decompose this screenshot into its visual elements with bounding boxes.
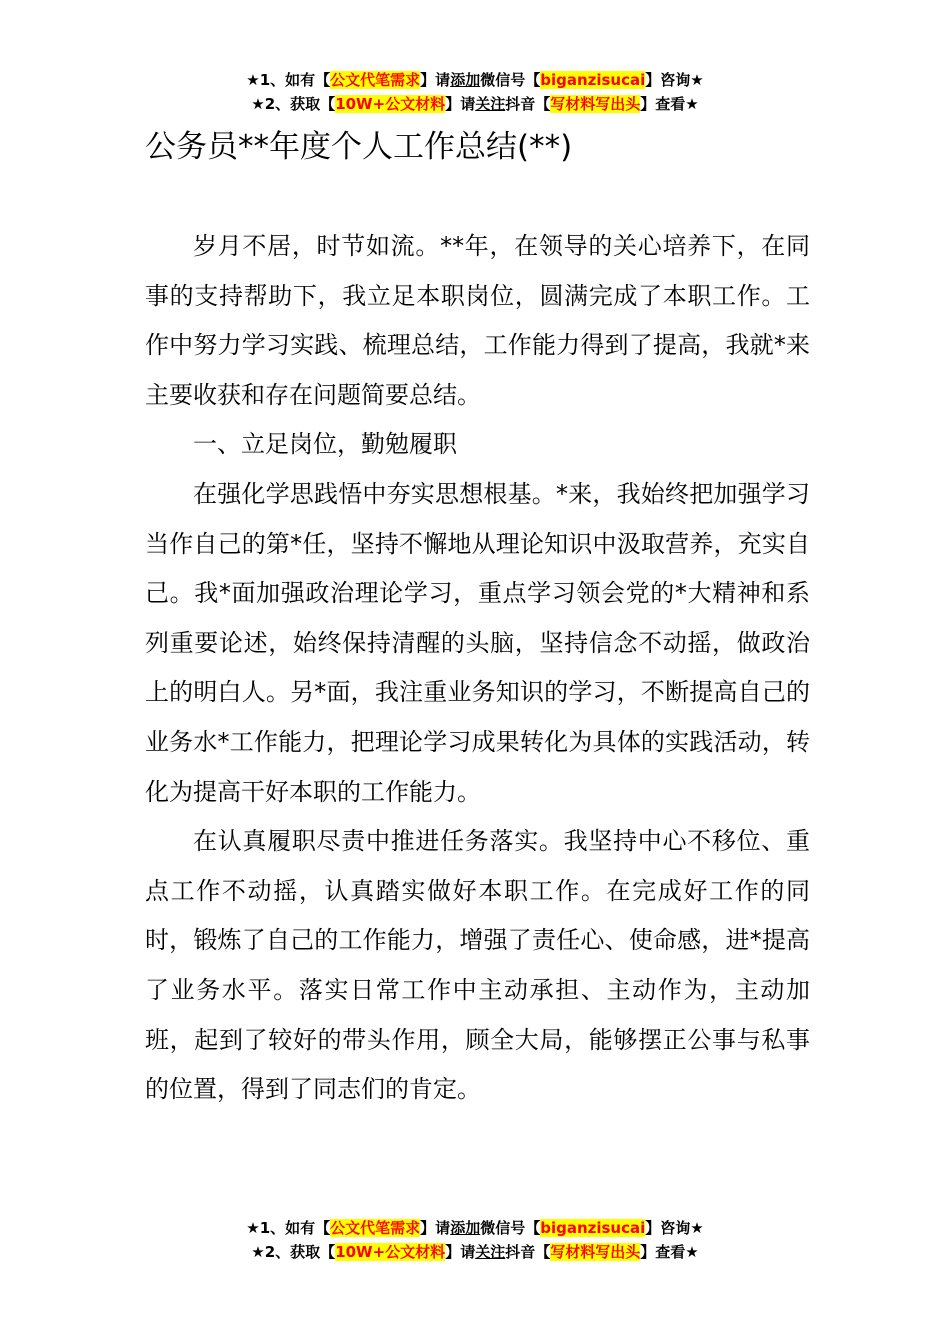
banner-wechat-id: biganzisucai xyxy=(540,71,646,89)
header-banner-line-1 xyxy=(0,68,950,92)
banner-underlined-text: 关注 xyxy=(475,1243,506,1261)
banner-highlight: 公文代笔需求 xyxy=(330,71,421,89)
banner-highlight: 公文代笔需求 xyxy=(330,1219,421,1237)
header-banner-line-2 xyxy=(0,92,950,116)
banner-text: ★1、如有【 xyxy=(246,1219,331,1237)
paragraph-duty: 在认真履职尽责中推进任务落实。我坚持中心不移位、重点工作不动摇，认真踏实做好本职工作。在完成好工作的同时，锻炼了自己的工作能力，增强了责任心、使命感，进*提高了业务水平。落实日常工作中主动承担、主动作为，主动加班，起到了较好的带头作用，顾全大局，能够摆正公事与私事的位置，得到了同志们的肯定。 xyxy=(145,827,810,1104)
paragraph-intro: 岁月不居，时节如流。**年，在领导的关心培养下，在同事的支持帮助下，我立足本职岗位，圆满完成了本职工作。工作中努力学习实践、梳理总结，工作能力得到了提高，我就*来主要收获和存在问题简要总结。 xyxy=(145,232,810,409)
footer-banner xyxy=(0,1216,950,1264)
banner-text: 】咨询★ xyxy=(645,1219,704,1237)
banner-text: 】请 xyxy=(420,1219,451,1237)
section-heading: 一、立足岗位，勤勉履职 xyxy=(193,430,457,459)
paragraph-study: 在强化学思践悟中夯实思想根基。*来，我始终把加强学习当作自己的第*任，坚持不懈地从理论知识中汲取营养，充实自己。我*面加强政治理论学习，重点学习领会党的*大精神和系列重要论述，始终保持清醒的头脑，坚持信念不动摇，做政治上的明白人。另*面，我注重业务知识的学习，不断提高自己的业务水*工作能力，把理论学习成果转化为具体的实践活动，转化为提高干好本职的工作能力。 xyxy=(145,479,810,806)
banner-text: 】请 xyxy=(445,95,476,113)
banner-highlight: 10W+公文材料 xyxy=(335,95,446,113)
banner-douyin-id: 写材料写出头 xyxy=(550,95,641,113)
banner-text: 】咨询★ xyxy=(645,71,704,89)
footer-banner-line-2 xyxy=(0,1240,950,1264)
banner-underlined-text: 添加 xyxy=(450,71,481,89)
banner-douyin-id: 写材料写出头 xyxy=(550,1243,641,1261)
banner-text: ★2、获取【 xyxy=(251,1243,336,1261)
footer-banner-line-1 xyxy=(0,1216,950,1240)
banner-text: 抖音【 xyxy=(505,1243,551,1261)
banner-wechat-id: biganzisucai xyxy=(540,1219,646,1237)
banner-text: 】查看★ xyxy=(640,95,699,113)
banner-text: 】请 xyxy=(420,71,451,89)
banner-text: 】请 xyxy=(445,1243,476,1261)
banner-highlight: 10W+公文材料 xyxy=(335,1243,446,1261)
banner-text: ★1、如有【 xyxy=(246,71,331,89)
banner-text: 】查看★ xyxy=(640,1243,699,1261)
banner-text: ★2、获取【 xyxy=(251,95,336,113)
document-body xyxy=(145,222,810,1115)
banner-text: 抖音【 xyxy=(505,95,551,113)
header-banner xyxy=(0,68,950,116)
banner-text: 微信号【 xyxy=(480,1219,541,1237)
banner-underlined-text: 关注 xyxy=(475,95,506,113)
banner-text: 微信号【 xyxy=(480,71,541,89)
document-title: 公务员**年度个人工作总结(**) xyxy=(145,129,573,165)
banner-underlined-text: 添加 xyxy=(450,1219,481,1237)
